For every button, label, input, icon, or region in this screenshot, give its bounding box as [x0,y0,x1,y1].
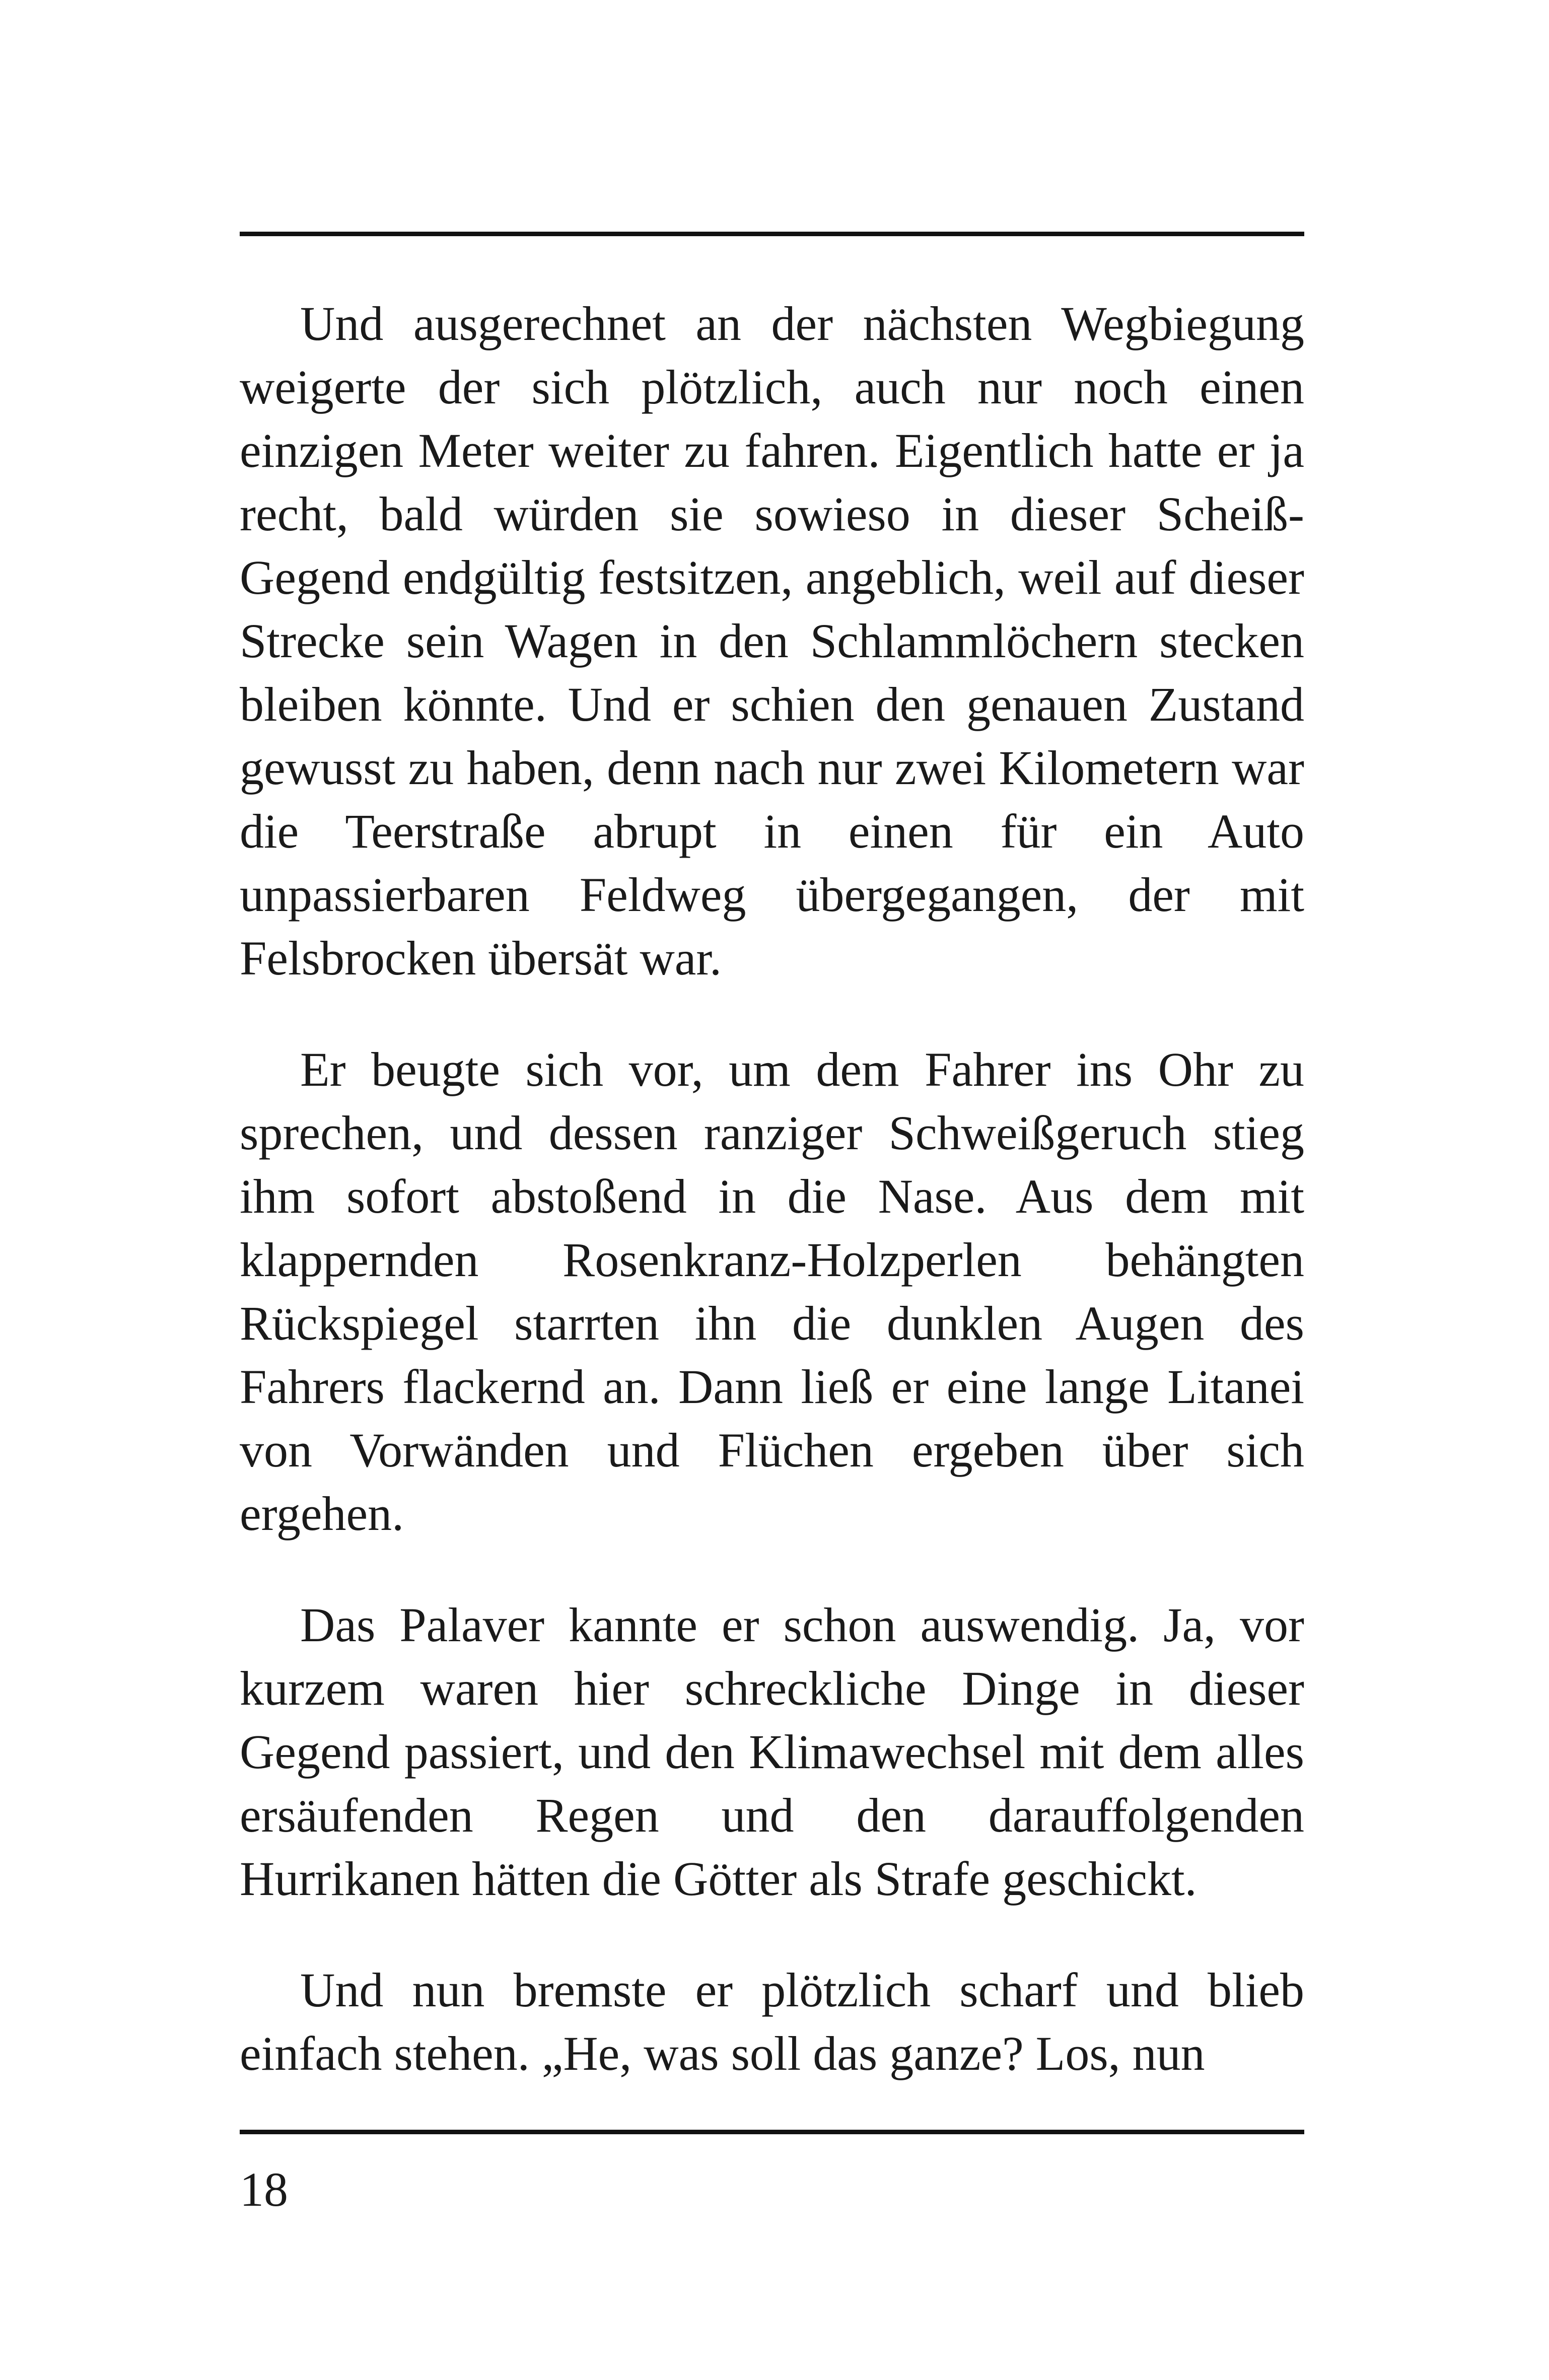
bottom-rule [240,2130,1304,2134]
paragraph-1: Und ausgerechnet an der nächsten Wegbiegung weigerte der sich plötzlich, auch nur noch einen einzigen Meter weiter zu fahren. Eigentlich hatte er ja recht, bald würden sie sowieso in dieser Scheiß-Gegend endgültig festsitzen, angeblich, weil auf dieser Strecke sein Wagen in den Schlammlöchern stecken bleiben könnte. Und er schien den genauen Zustand gewusst zu haben, denn nach nur zwei Kilometern war die Teerstraße abrupt in einen für ein Auto unpassierbaren Feldweg übergegangen, der mit Felsbrocken übersät war. [240,297,1304,985]
body-text [240,292,1304,2085]
paragraph-3: Das Palaver kannte er schon auswendig. Ja, vor kurzem waren hier schreckliche Dinge in dieser Gegend passiert, und den Klimawechsel mit dem alles ersäufenden Regen und den darauffolgenden Hurrikanen hätten die Götter als Strafe geschickt. [240,1598,1304,1906]
paragraph-2: Er beugte sich vor, um dem Fahrer ins Ohr zu sprechen, und dessen ranziger Schweißgeruch stieg ihm sofort abstoßend in die Nase. Aus dem mit klappernden Rosenkranz-Holzperlen behängten Rückspiegel starrten ihn die dunklen Augen des Fahrers flackernd an. Dann ließ er eine lange Litanei von Vorwänden und Flüchen ergeben über sich ergehen. [240,1042,1304,1541]
top-rule [240,232,1304,236]
page-number: 18 [240,2162,288,2216]
paragraph-4: Und nun bremste er plötzlich scharf und blieb einfach stehen. „He, was soll das ganze? Los, nun [240,1963,1304,2080]
